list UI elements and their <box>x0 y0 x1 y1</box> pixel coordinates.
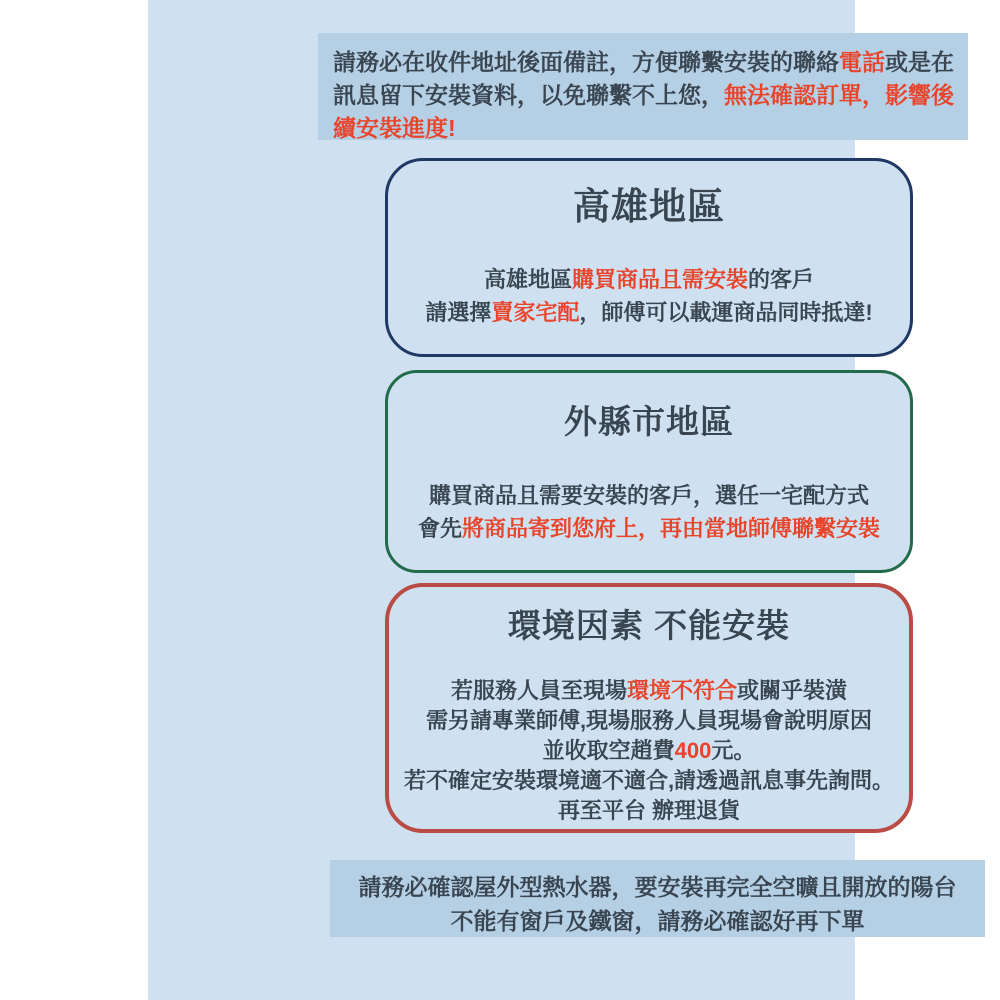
notice-text: 請務必確認屋外型熱水器，要安裝再完全空曠且開放的陽台 <box>358 874 957 900</box>
body-text: 的客戶 <box>748 267 815 292</box>
environment-line-1 <box>389 676 909 706</box>
notice-text-highlight: 電話 <box>839 49 885 75</box>
body-text-highlight: 賣家宅配 <box>491 300 580 325</box>
environment-line-5 <box>389 796 909 826</box>
body-text-highlight: 400 <box>674 738 712 763</box>
body-text-highlight: 購買商品且需安裝 <box>571 267 748 292</box>
kaohsiung-box-title: 高雄地區 <box>573 186 725 227</box>
body-text: 並收取空趙費 <box>542 738 675 763</box>
notice-text: 或是在 <box>885 49 954 75</box>
environment-line-3 <box>389 736 909 766</box>
top-notice-line-2 <box>333 79 968 112</box>
body-text: 元。 <box>711 738 756 763</box>
environment-line-4 <box>389 766 909 796</box>
body-text: 若服務人員至現場 <box>450 678 627 703</box>
notice-text: 訊息留下安裝資料，以免聯繫不上您， <box>333 82 724 108</box>
other-counties-line-2 <box>388 512 910 545</box>
kaohsiung-box <box>385 158 913 357</box>
body-text: 需另請專業師傅,現場服務人員現場會說明原因 <box>425 708 873 733</box>
body-text-highlight: 環境不符合 <box>626 678 737 703</box>
body-text: 若不確定安裝環境適不適合,請透過訊息事先詢問。 <box>403 768 895 793</box>
top-notice-line-3 <box>333 112 968 145</box>
content-column <box>148 0 957 1000</box>
body-text: 請選擇 <box>425 300 492 325</box>
notice-text-highlight: 無法確認訂單，影響後 <box>724 82 954 108</box>
body-text-highlight: 將商品寄到您府上，再由當地師傅聯繫安裝 <box>462 516 881 541</box>
notice-text: 不能有窗戶及鐵窗，請務必確認好再下單 <box>450 908 865 934</box>
top-notice <box>318 33 968 140</box>
bottom-notice-line-1 <box>330 870 985 904</box>
other-counties-box <box>385 370 913 573</box>
notice-text: 請務必在收件地址後面備註，方便聯繫安裝的聯絡 <box>333 49 839 75</box>
bottom-notice-line-2 <box>330 904 985 938</box>
other-counties-box-body <box>388 479 910 545</box>
kaohsiung-line-2 <box>388 296 910 329</box>
body-text: ，師傅可以載運商品同時抵達! <box>579 300 873 325</box>
top-notice-line-1 <box>333 46 968 79</box>
other-counties-box-title: 外縣市地區 <box>564 403 734 440</box>
kaohsiung-box-body <box>388 263 910 329</box>
other-counties-line-1 <box>388 479 910 512</box>
body-text: 或關乎裝潢 <box>737 678 848 703</box>
bottom-notice <box>330 860 985 937</box>
body-text: 會先 <box>417 516 462 541</box>
body-text: 購買商品且需要安裝的客戶，選任一宅配方式 <box>428 483 869 508</box>
body-text: 高雄地區 <box>483 267 572 292</box>
environment-line-2 <box>389 706 909 736</box>
environment-box-title: 環境因素 不能安裝 <box>507 607 791 644</box>
notice-text-highlight: 續安裝進度! <box>333 115 456 141</box>
environment-box-body <box>389 676 909 826</box>
environment-box <box>385 583 913 833</box>
kaohsiung-line-1 <box>388 263 910 296</box>
body-text: 再至平台 辦理退貨 <box>557 798 741 823</box>
